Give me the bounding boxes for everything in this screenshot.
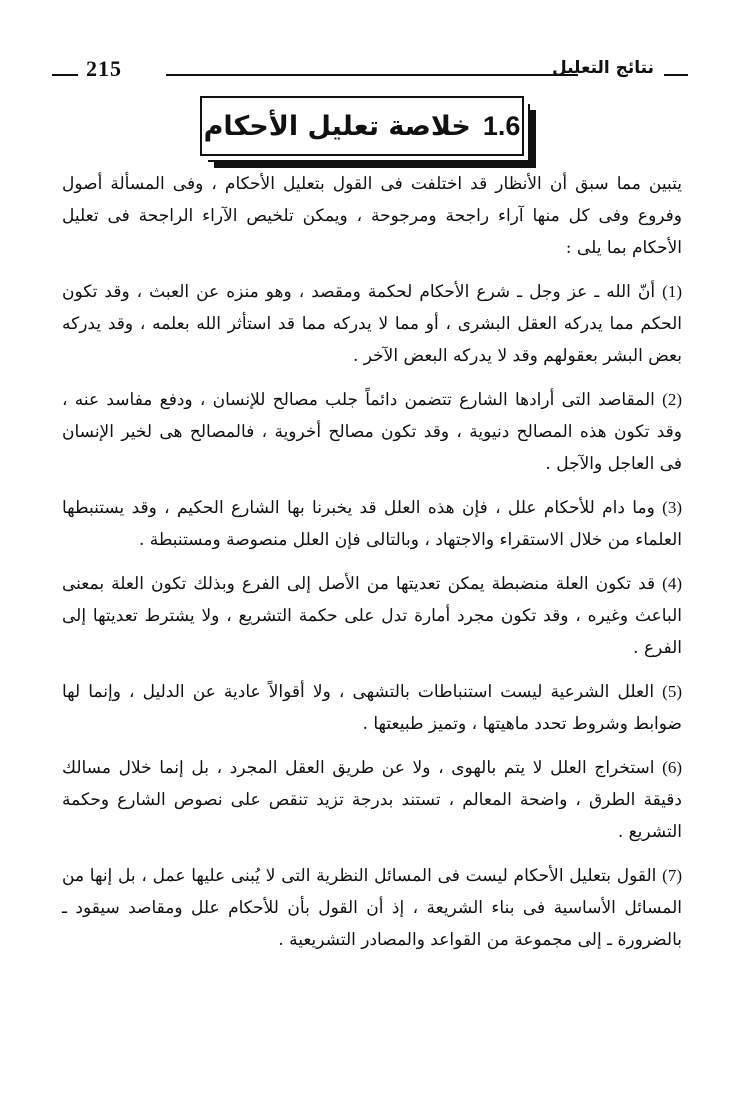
item-text: قد تكون العلة منضبطة يمكن تعديتها من الأصل إلى الفرع وبذلك تكون العلة بمعنى الباعث وغيره ، وقد تكون مجرد أمارة تدل على حكمة التشريع ، ولا يشترط تعديتها إلى الفرع . bbox=[62, 574, 682, 658]
list-item bbox=[62, 676, 682, 740]
section-heading bbox=[202, 98, 522, 154]
item-number: (5) bbox=[662, 682, 682, 701]
item-text: أنّ الله ـ عز وجل ـ شرع الأحكام لحكمة ومقصد ، وهو منزه عن العبث ، وقد تكون الحكم مما يدركه العقل البشرى ، أو مما لا يدركه مما قد استأثر الله بعلمه ، وقد يدركه بعض البشر بعقولهم وقد لا يدركه البعض الآخر . bbox=[62, 282, 682, 366]
page-number: 215 bbox=[86, 56, 122, 81]
body-text bbox=[62, 168, 682, 968]
section-title: خلاصة تعليل الأحكام bbox=[203, 110, 471, 142]
item-number: (1) bbox=[662, 282, 682, 301]
header-dash-left bbox=[52, 74, 78, 76]
section-number: 1.6 bbox=[482, 110, 521, 141]
item-number: (7) bbox=[662, 866, 682, 885]
header-rule bbox=[166, 74, 578, 76]
list-item bbox=[62, 276, 682, 372]
list-item bbox=[62, 568, 682, 664]
intro-paragraph: يتبين مما سبق أن الأنظار قد اختلفت فى القول بتعليل الأحكام ، وفى المسألة أصول وفروع وفى كل منها آراء راجحة ومرجوحة ، ويمكن تلخيص الآراء الراجحة فى تعليل الأحكام بما يلى : bbox=[62, 174, 682, 258]
running-head bbox=[52, 56, 688, 86]
list-item bbox=[62, 492, 682, 556]
item-text: المقاصد التى أرادها الشارع تتضمن دائماً جلب مصالح للإنسان ، ودفع مفاسد عنه ، وقد تكون هذه المصالح دنيوية ، وقد تكون مصالح أخروية ، فالمصالح هى لخير الإنسان فى العاجل والآجل . bbox=[62, 390, 682, 474]
header-dash-right bbox=[664, 74, 688, 76]
item-number: (6) bbox=[662, 758, 682, 777]
chapter-name: نتائج التعليل bbox=[551, 58, 654, 78]
item-text: العلل الشرعية ليست استنباطات بالتشهى ، ولا أقوالاً عادية عن الدليل ، وإنما لها ضوابط وشروط تحدد ماهيتها ، وتميز طبيعتها . bbox=[62, 682, 682, 734]
list-item bbox=[62, 384, 682, 480]
item-number: (2) bbox=[662, 390, 682, 409]
list-item bbox=[62, 752, 682, 848]
list-item bbox=[62, 860, 682, 956]
section-title-box bbox=[200, 96, 524, 156]
item-text: القول بتعليل الأحكام ليست فى المسائل النظرية التى لا يُبنى عليها عمل ، بل إنها من المسائل الأساسية فى بناء الشريعة ، إذ أن القول بأن للأحكام علل ومقاصد سيقود ـ بالضرورة ـ إلى مجموعة من القواعد والمصادر التشريعية . bbox=[62, 866, 682, 950]
item-number: (4) bbox=[662, 574, 683, 593]
item-text: استخراج العلل لا يتم بالهوى ، ولا عن طريق العقل المجرد ، بل إنما خلال مسالك دقيقة الطرق ، واضحة المعالم ، تستند بدرجة تزيد تنقص على نصوص الشارع وحكمة التشريع . bbox=[62, 758, 682, 842]
item-text: وما دام للأحكام علل ، فإن هذه العلل قد يخبرنا بها الشارع الحكيم ، وقد يستنبطها العلماء من خلال الاستقراء والاجتهاد ، وبالتالى فإن العلل منصوصة ومستنبطة . bbox=[62, 498, 682, 550]
item-number: (3) bbox=[662, 498, 682, 517]
